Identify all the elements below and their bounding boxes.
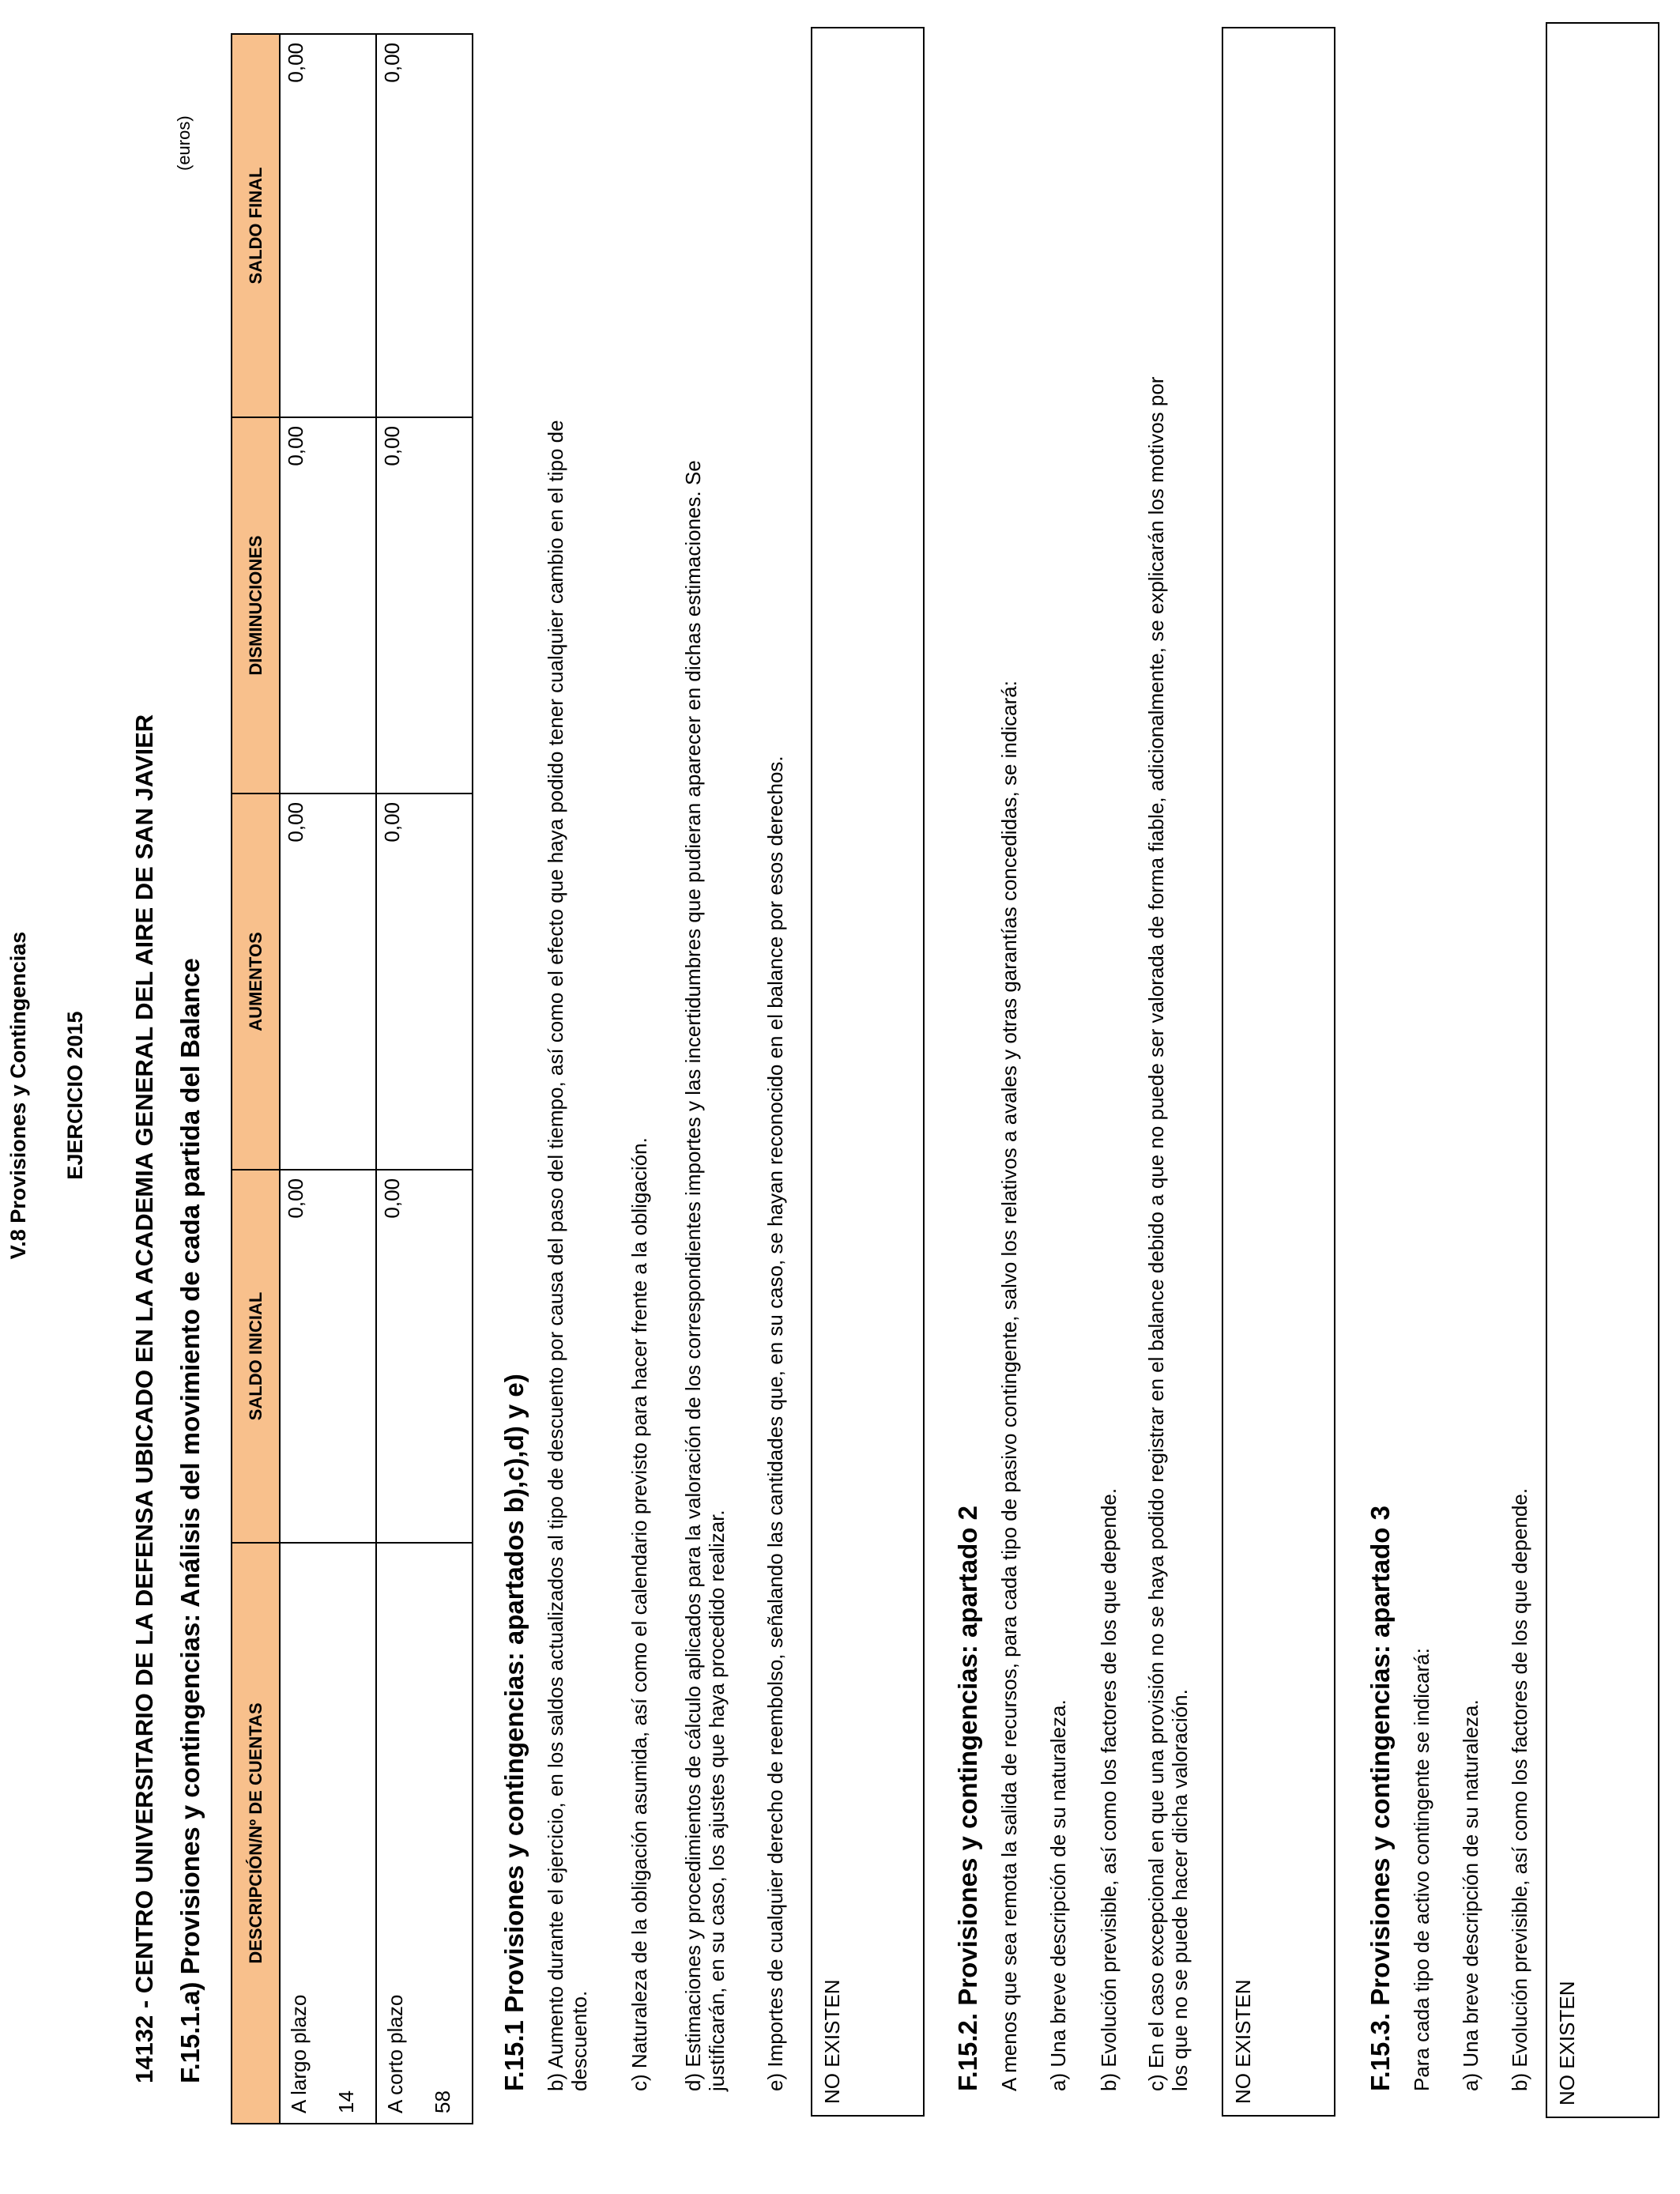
response-text: NO EXISTEN bbox=[1555, 1981, 1579, 2105]
paragraph-a: a) Una breve descripción de su naturaleza. bbox=[1046, 1699, 1070, 2091]
saldo-inicial-cell bbox=[376, 1170, 473, 1543]
paragraph-d: d) Estimaciones y procedimientos de cálculo aplicados para la valoración de los correspondientes importes y las incertidumbres que pudieran aparecer en dichas estimaciones. Se bbox=[681, 460, 705, 2091]
column-header: SALDO FINAL bbox=[232, 34, 280, 417]
provisions-table bbox=[231, 33, 473, 2124]
value: 0,00 bbox=[284, 426, 307, 466]
entity-name: 14132 - CENTRO UNIVERSITARIO DE LA DEFENSA UBICADO EN LA ACADEMIA GENERAL DEL AIRE DE SAN JAVIER bbox=[130, 714, 158, 2083]
value: 0,00 bbox=[380, 802, 404, 843]
paragraph-d-cont: justificarán, en su caso, los ajustes que haya procedido realizar. bbox=[705, 1510, 729, 2091]
section-heading-f151: F.15.1 Provisiones y contingencias: apartados b),c),d) y e) bbox=[499, 1374, 529, 2091]
disminuciones-cell bbox=[376, 417, 473, 794]
table-row bbox=[376, 34, 473, 2124]
document-title: V.8 Provisiones y Contingencias bbox=[6, 931, 30, 1260]
value: 0,00 bbox=[284, 43, 307, 83]
f152-response-box bbox=[1222, 27, 1335, 2117]
f153-response-box bbox=[1546, 22, 1659, 2118]
disminuciones-cell bbox=[280, 417, 376, 794]
paragraph-c: c) Naturaleza de la obligación asumida, así como el calendario previsto para hacer frente a la obligación. bbox=[627, 1137, 651, 2091]
column-header: DESCRIPCIÓN/Nº DE CUENTAS bbox=[232, 1543, 280, 2124]
value: 0,00 bbox=[380, 1178, 404, 1219]
column-header: AUMENTOS bbox=[232, 794, 280, 1170]
units-label: (euros) bbox=[174, 115, 194, 171]
section-heading-f152: F.15.2. Provisiones y contingencias: apartado 2 bbox=[953, 1506, 982, 2091]
table-header-row bbox=[232, 34, 280, 2124]
description-cell bbox=[280, 1543, 376, 2124]
account-number: 58 bbox=[431, 2090, 454, 2113]
response-text: NO EXISTEN bbox=[1231, 1979, 1255, 2104]
section-heading-f153: F.15.3. Provisiones y contingencias: apartado 3 bbox=[1365, 1506, 1395, 2091]
value: 0,00 bbox=[284, 802, 307, 843]
column-header: DISMINUCIONES bbox=[232, 417, 280, 794]
account-number: 14 bbox=[334, 2090, 358, 2113]
column-header: SALDO INICIAL bbox=[232, 1170, 280, 1543]
aumentos-cell bbox=[376, 794, 473, 1170]
value: 0,00 bbox=[284, 1178, 307, 1219]
saldo-inicial-cell bbox=[280, 1170, 376, 1543]
paragraph-intro: A menos que sea remota la salida de recursos, para cada tipo de pasivo contingente, salvo los relativos a avales y otras garantías concedidas, se indicará: bbox=[997, 680, 1021, 2091]
f151-response-box bbox=[811, 27, 925, 2117]
paragraph-b-cont: descuento. bbox=[567, 1990, 591, 2091]
paragraph-a: a) Una breve descripción de su naturaleza. bbox=[1459, 1699, 1482, 2091]
paragraph-c: c) En el caso excepcional en que una provisión no se haya podido registrar en el balance debido a que no puede ser valorada de forma fiable, adicionalmente, se explicarán los motivos por bbox=[1144, 376, 1168, 2091]
saldo-final-cell bbox=[376, 34, 473, 417]
fiscal-year: EJERCICIO 2015 bbox=[63, 1011, 87, 1180]
paragraph-intro: Para cada tipo de activo contingente se indicará: bbox=[1410, 1648, 1433, 2091]
paragraph-b: b) Evolución previsible, así como los factores de los que depende. bbox=[1097, 1487, 1121, 2091]
aumentos-cell bbox=[280, 794, 376, 1170]
value: 0,00 bbox=[380, 43, 404, 83]
value: 0,00 bbox=[380, 426, 404, 466]
saldo-final-cell bbox=[280, 34, 376, 417]
row-description: A corto plazo bbox=[383, 1994, 407, 2113]
paragraph-b: b) Aumento durante el ejercicio, en los saldos actualizados al tipo de descuento por causa del paso del tiempo, así como el efecto que haya podido tener cualquier cambio en el tipo de bbox=[544, 420, 567, 2091]
response-text: NO EXISTEN bbox=[820, 1979, 844, 2104]
paragraph-e: e) Importes de cualquier derecho de reembolso, señalando las cantidades que, en su caso, se hayan reconocido en el balance por esos derechos. bbox=[763, 756, 787, 2091]
description-cell bbox=[376, 1543, 473, 2124]
section-title: F.15.1.a) Provisiones y contingencias: Análisis del movimiento de cada partida del Balance bbox=[175, 958, 205, 2083]
paragraph-b: b) Evolución previsible, así como los factores de los que depende. bbox=[1508, 1487, 1531, 2091]
paragraph-c-cont: los que no se puede hacer dicha valoración. bbox=[1168, 1689, 1192, 2091]
table-row bbox=[280, 34, 376, 2124]
row-description: A largo plazo bbox=[287, 1994, 311, 2113]
